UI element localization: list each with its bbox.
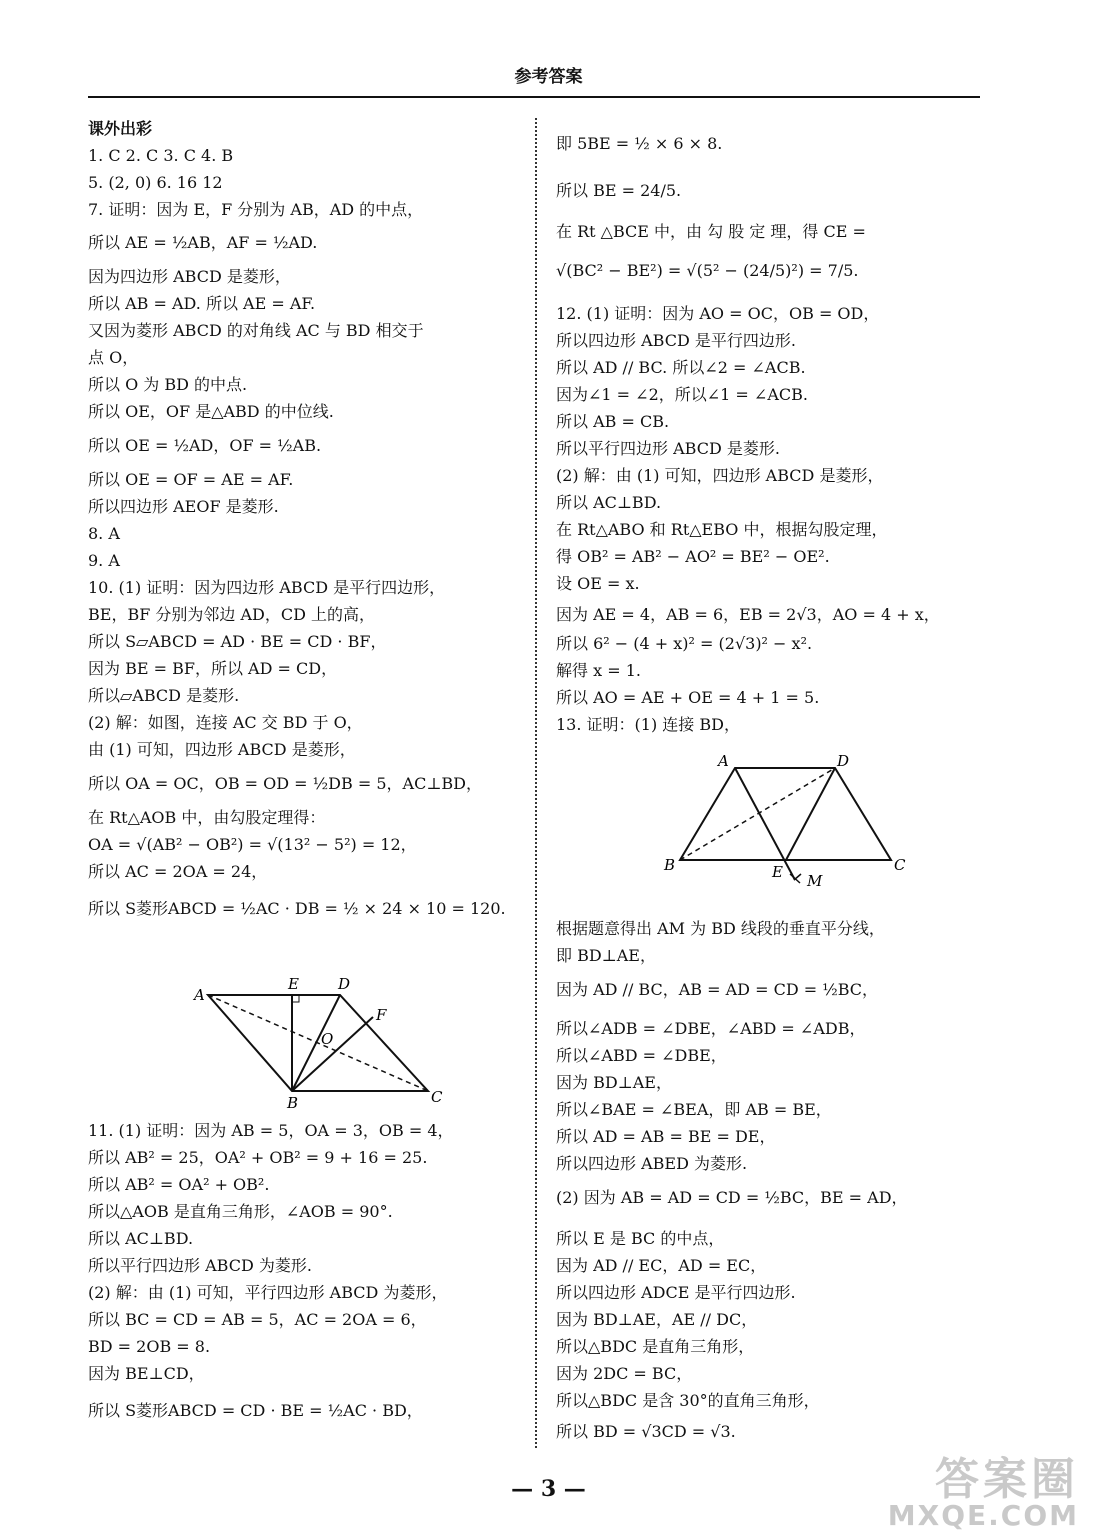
right-text-line: 13. 证明：(1) 连接 BD， [556,715,740,734]
right-text-line: 所以四边形 ABCD 是平行四边形. [556,331,796,350]
left-text-line: 因为 BE = BF，所以 AD = CD， [88,659,338,678]
fig10-label-o: O [321,1030,334,1048]
left-text-line: 所以 AC = 2OA = 24， [88,862,268,881]
right-text-line: 所以∠BAE = ∠BEA，即 AB = BE， [556,1100,832,1119]
left-text-line: 所以四边形 AEOF 是菱形. [88,497,279,516]
left-text-line: 所以 AC⊥BD. [88,1229,194,1248]
left-text-line: 9. A [88,551,120,570]
left-text-line: 所以 OA = OC，OB = OD = ½DB = 5，AC⊥BD， [88,774,482,793]
fig13-label-a: A [718,752,729,770]
right-text-line: 根据题意得出 AM 为 BD 线段的垂直平分线， [556,919,885,938]
right-text-line: 因为 AD // BC，AB = AD = CD = ½BC， [556,980,879,999]
right-text-line: 得 OB² = AB² − AO² = BE² − OE². [556,547,830,566]
right-text-line: 所以∠ADB = ∠DBE，∠ABD = ∠ADB， [556,1019,866,1038]
left-text-line: BD = 2OB = 8. [88,1337,211,1356]
left-text-line: 所以平行四边形 ABCD 为菱形. [88,1256,312,1275]
fig13-label-b: B [664,856,676,874]
left-text-line: BE，BF 分别为邻边 AD，CD 上的高， [88,605,376,624]
fig10-label-d: D [338,975,351,993]
left-text-line: 所以 S菱形ABCD = ½AC · DB = ½ × 24 × 10 = 120. [88,899,506,918]
left-text-line: 所以△AOB 是直角三角形，∠AOB = 90°. [88,1202,393,1221]
right-text-line: 所以 AB = CB. [556,412,670,431]
figure-problem-10 [180,970,450,1110]
right-text-line: 因为 AD // EC，AD = EC， [556,1256,767,1275]
fig10-label-b: B [287,1094,299,1110]
right-text-line: 在 Rt △BCE 中，由 勾 股 定 理，得 CE = [556,222,866,241]
right-text-line: 因为 BD⊥AE，AE // DC， [556,1310,758,1329]
right-text-line: √(BC² − BE²) = √(5² − (24/5)²) = 7/5. [556,261,859,280]
left-text-line: 点 O， [88,348,139,367]
watermark-logo [887,1454,1079,1532]
left-text-line: 所以 S▱ABCD = AD · BE = CD · BF， [88,632,387,651]
fig10-label-a: A [194,986,205,1004]
right-text-line: 在 Rt△ABO 和 Rt△EBO 中，根据勾股定理， [556,520,888,539]
fig10-label-f: F [376,1006,387,1024]
left-text-line: 在 Rt△AOB 中，由勾股定理得： [88,808,326,827]
left-text-line: 因为 BE⊥CD， [88,1364,205,1383]
right-text-line: 12. (1) 证明：因为 AO = OC，OB = OD， [556,304,880,323]
right-text-line: 所以四边形 ADCE 是平行四边形. [556,1283,796,1302]
right-text-line: 所以 AO = AE + OE = 4 + 1 = 5. [556,688,820,707]
left-text-line: 所以 BC = CD = AB = 5，AC = 2OA = 6， [88,1310,427,1329]
left-text-line: 因为四边形 ABCD 是菱形， [88,267,291,286]
watermark-line1: 答案圈 [935,1454,1079,1505]
right-text-line: (2) 解：由 (1) 可知，四边形 ABCD 是菱形， [556,466,884,485]
left-text-line: 7. 证明：因为 E，F 分别为 AB，AD 的中点， [88,200,424,219]
right-text-line: 因为 AE = 4，AB = 6，EB = 2√3，AO = 4 + x， [556,605,940,624]
left-text-line: 10. (1) 证明：因为四边形 ABCD 是平行四边形， [88,578,446,597]
left-text-line: 5. (2, 0) 6. 16 12 [88,173,223,192]
left-text-line: 所以 S菱形ABCD = CD · BE = ½AC · BD， [88,1401,423,1420]
left-text-line: 又因为菱形 ABCD 的对角线 AC 与 BD 相交于 [88,321,424,340]
right-text-line: 所以 AD = AB = BE = DE， [556,1127,776,1146]
left-text-line: OA = √(AB² − OB²) = √(13² − 5²) = 12， [88,835,417,854]
right-text-line: 解得 x = 1. [556,661,641,680]
watermark-line2: MXQE.COM [887,1499,1079,1532]
right-text-line: 因为 BD⊥AE， [556,1073,672,1092]
right-text-line: 因为∠1 = ∠2，所以∠1 = ∠ACB. [556,385,808,404]
right-text-line: 即 5BE = ½ × 6 × 8. [556,134,723,153]
right-text-line: 所以∠ABD = ∠DBE， [556,1046,727,1065]
left-text-line: 所以▱ABCD 是菱形. [88,686,240,705]
fig13-label-c: C [894,856,906,874]
left-text-line: 所以 AE = ½AB，AF = ½AD. [88,233,318,252]
left-text-line: 8. A [88,524,120,543]
right-text-line: 所以△BDC 是含 30°的直角三角形， [556,1391,820,1410]
left-text-line: 由 (1) 可知，四边形 ABCD 是菱形， [88,740,356,759]
left-text-line: 所以 OE = OF = AE = AF. [88,470,294,489]
right-text-line: 所以四边形 ABED 为菱形. [556,1154,748,1173]
left-text-line: 所以 AB² = OA² + OB². [88,1175,270,1194]
right-text-line: 所以 BD = √3CD = √3. [556,1422,736,1441]
fig13-label-d: D [837,752,850,770]
left-text-line: 课外出彩 [88,119,153,138]
right-text-line: 设 OE = x. [556,574,640,593]
page-number: — 3 — [511,1476,586,1502]
left-text-line: 所以 OE = ½AD，OF = ½AB. [88,436,322,455]
right-text-line: 所以 AC⊥BD. [556,493,662,512]
left-text-line: 1. C 2. C 3. C 4. B [88,146,234,165]
left-text-line: (2) 解：由 (1) 可知，平行四边形 ABCD 为菱形， [88,1283,448,1302]
column-divider [535,118,537,1448]
left-text-line: (2) 解：如图，连接 AC 交 BD 于 O， [88,713,363,732]
right-text-line: 所以△BDC 是直角三角形， [556,1337,755,1356]
left-text-line: 所以 O 为 BD 的中点. [88,375,248,394]
fig10-label-c: C [431,1088,443,1106]
right-text-line: 因为 2DC = BC， [556,1364,693,1383]
fig13-label-m: M [807,872,823,890]
figure-problem-13 [660,750,920,895]
left-text-line: 所以 AB² = 25，OA² + OB² = 9 + 16 = 25. [88,1148,428,1167]
right-text-line: 所以 E 是 BC 的中点， [556,1229,725,1248]
right-text-line: 所以 AD // BC. 所以∠2 = ∠ACB. [556,358,806,377]
left-text-line: 所以 AB = AD. 所以 AE = AF. [88,294,316,313]
page-title: 参考答案 [514,67,583,87]
fig13-label-e: E [772,863,783,881]
right-text-line: (2) 因为 AB = AD = CD = ½BC，BE = AD， [556,1188,908,1207]
header-rule [88,96,980,98]
right-text-line: 所以 BE = 24/5. [556,181,682,200]
right-text-line: 即 BD⊥AE， [556,946,656,965]
left-text-line: 所以 OE，OF 是△ABD 的中位线. [88,402,334,421]
right-text-line: 所以 6² − (4 + x)² = (2√3)² − x². [556,634,813,653]
right-text-line: 所以平行四边形 ABCD 是菱形. [556,439,780,458]
fig10-label-e: E [288,975,299,993]
left-text-line: 11. (1) 证明：因为 AB = 5，OA = 3，OB = 4， [88,1121,454,1140]
